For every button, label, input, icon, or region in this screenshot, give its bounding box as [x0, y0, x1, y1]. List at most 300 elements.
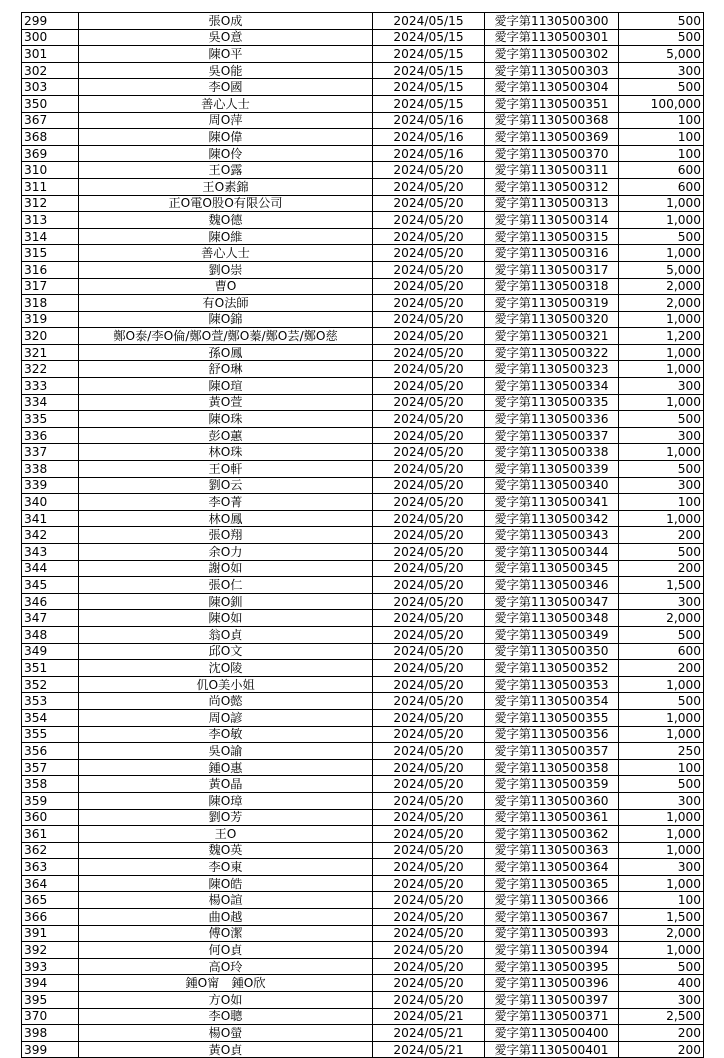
donation-amount-cell: 1,000	[619, 842, 704, 859]
entry-number-cell: 392	[22, 942, 79, 959]
donation-amount-cell: 500	[619, 228, 704, 245]
table-row	[22, 62, 704, 79]
table-row	[22, 13, 704, 30]
donor-name-cell: 尚O懿	[79, 693, 373, 710]
table-row	[22, 826, 704, 843]
donation-amount-cell: 500	[619, 693, 704, 710]
donor-name-cell: 魏O英	[79, 842, 373, 859]
entry-number-cell: 318	[22, 295, 79, 312]
donation-date-cell: 2024/05/20	[373, 626, 485, 643]
receipt-number-cell: 愛字第1130500401	[485, 1041, 619, 1058]
receipt-number-cell: 愛字第1130500369	[485, 129, 619, 146]
entry-number-cell: 341	[22, 510, 79, 527]
table-row	[22, 593, 704, 610]
donation-amount-cell: 300	[619, 378, 704, 395]
receipt-number-cell: 愛字第1130500320	[485, 311, 619, 328]
table-row	[22, 610, 704, 627]
donor-name-cell: 高O玲	[79, 958, 373, 975]
donation-date-cell: 2024/05/20	[373, 925, 485, 942]
table-row	[22, 925, 704, 942]
donation-date-cell: 2024/05/20	[373, 660, 485, 677]
donation-amount-cell: 1,000	[619, 212, 704, 229]
donor-name-cell: 李O東	[79, 859, 373, 876]
table-row	[22, 195, 704, 212]
table-row	[22, 693, 704, 710]
donor-name-cell: 翁O貞	[79, 626, 373, 643]
table-row	[22, 544, 704, 561]
donation-date-cell: 2024/05/20	[373, 560, 485, 577]
entry-number-cell: 348	[22, 626, 79, 643]
donor-name-cell: 仉O美小姐	[79, 676, 373, 693]
donation-date-cell: 2024/05/15	[373, 62, 485, 79]
donation-date-cell: 2024/05/20	[373, 162, 485, 179]
donation-amount-cell: 2,000	[619, 295, 704, 312]
donation-date-cell: 2024/05/20	[373, 527, 485, 544]
donation-amount-cell: 1,500	[619, 577, 704, 594]
donor-name-cell: 陳O偉	[79, 129, 373, 146]
entry-number-cell: 322	[22, 361, 79, 378]
entry-number-cell: 300	[22, 29, 79, 46]
entry-number-cell: 393	[22, 958, 79, 975]
donation-amount-cell: 100	[619, 759, 704, 776]
donation-amount-cell: 100,000	[619, 95, 704, 112]
receipt-number-cell: 愛字第1130500318	[485, 278, 619, 295]
donation-date-cell: 2024/05/20	[373, 228, 485, 245]
table-row	[22, 79, 704, 96]
donation-date-cell: 2024/05/20	[373, 792, 485, 809]
donation-amount-cell: 600	[619, 643, 704, 660]
entry-number-cell: 391	[22, 925, 79, 942]
donation-amount-cell: 100	[619, 112, 704, 129]
donation-amount-cell: 300	[619, 792, 704, 809]
donation-amount-cell: 400	[619, 975, 704, 992]
donation-date-cell: 2024/05/20	[373, 461, 485, 478]
donation-date-cell: 2024/05/20	[373, 743, 485, 760]
table-row	[22, 212, 704, 229]
table-row	[22, 46, 704, 63]
donation-amount-cell: 1,000	[619, 676, 704, 693]
donation-amount-cell: 100	[619, 494, 704, 511]
entry-number-cell: 345	[22, 577, 79, 594]
entry-number-cell: 319	[22, 311, 79, 328]
donation-amount-cell: 2,500	[619, 1008, 704, 1025]
donation-amount-cell: 300	[619, 62, 704, 79]
donation-date-cell: 2024/05/20	[373, 842, 485, 859]
receipt-number-cell: 愛字第1130500338	[485, 444, 619, 461]
donation-amount-cell: 2,000	[619, 278, 704, 295]
donor-name-cell: 陳O維	[79, 228, 373, 245]
entry-number-cell: 339	[22, 477, 79, 494]
donor-name-cell: 邱O文	[79, 643, 373, 660]
donation-date-cell: 2024/05/20	[373, 344, 485, 361]
donation-date-cell: 2024/05/16	[373, 129, 485, 146]
donor-name-cell: 劉O芳	[79, 809, 373, 826]
donor-name-cell: 陳O如	[79, 610, 373, 627]
entry-number-cell: 320	[22, 328, 79, 345]
table-row	[22, 510, 704, 527]
receipt-number-cell: 愛字第1130500337	[485, 427, 619, 444]
donation-amount-cell: 600	[619, 162, 704, 179]
donation-date-cell: 2024/05/20	[373, 809, 485, 826]
receipt-number-cell: 愛字第1130500339	[485, 461, 619, 478]
receipt-number-cell: 愛字第1130500352	[485, 660, 619, 677]
receipt-number-cell: 愛字第1130500334	[485, 378, 619, 395]
entry-number-cell: 368	[22, 129, 79, 146]
receipt-number-cell: 愛字第1130500344	[485, 544, 619, 561]
table-row	[22, 162, 704, 179]
entry-number-cell: 355	[22, 726, 79, 743]
entry-number-cell: 343	[22, 544, 79, 561]
donation-date-cell: 2024/05/20	[373, 361, 485, 378]
donation-amount-cell: 500	[619, 958, 704, 975]
donation-amount-cell: 500	[619, 411, 704, 428]
entry-number-cell: 364	[22, 875, 79, 892]
receipt-number-cell: 愛字第1130500342	[485, 510, 619, 527]
donor-name-cell: 傅O潔	[79, 925, 373, 942]
donor-name-cell: 張O成	[79, 13, 373, 30]
donation-date-cell: 2024/05/21	[373, 1025, 485, 1042]
receipt-number-cell: 愛字第1130500304	[485, 79, 619, 96]
donation-date-cell: 2024/05/20	[373, 494, 485, 511]
donor-name-cell: 謝O如	[79, 560, 373, 577]
donation-date-cell: 2024/05/20	[373, 427, 485, 444]
receipt-number-cell: 愛字第1130500316	[485, 245, 619, 262]
table-row	[22, 394, 704, 411]
receipt-number-cell: 愛字第1130500348	[485, 610, 619, 627]
entry-number-cell: 370	[22, 1008, 79, 1025]
receipt-number-cell: 愛字第1130500363	[485, 842, 619, 859]
donor-name-cell: 王O露	[79, 162, 373, 179]
donation-date-cell: 2024/05/15	[373, 79, 485, 96]
donation-date-cell: 2024/05/20	[373, 394, 485, 411]
donation-date-cell: 2024/05/20	[373, 942, 485, 959]
table-row	[22, 859, 704, 876]
donation-date-cell: 2024/05/15	[373, 95, 485, 112]
receipt-number-cell: 愛字第1130500336	[485, 411, 619, 428]
receipt-number-cell: 愛字第1130500343	[485, 527, 619, 544]
receipt-number-cell: 愛字第1130500370	[485, 145, 619, 162]
receipt-number-cell: 愛字第1130500359	[485, 776, 619, 793]
table-row	[22, 344, 704, 361]
table-row	[22, 626, 704, 643]
receipt-number-cell: 愛字第1130500368	[485, 112, 619, 129]
donation-amount-cell: 1,000	[619, 311, 704, 328]
table-row	[22, 875, 704, 892]
donation-amount-cell: 2,000	[619, 610, 704, 627]
entry-number-cell: 340	[22, 494, 79, 511]
receipt-number-cell: 愛字第1130500357	[485, 743, 619, 760]
donation-date-cell: 2024/05/15	[373, 29, 485, 46]
table-row	[22, 311, 704, 328]
donation-table	[21, 12, 704, 1058]
donation-date-cell: 2024/05/16	[373, 145, 485, 162]
entry-number-cell: 321	[22, 344, 79, 361]
table-row	[22, 1008, 704, 1025]
donation-date-cell: 2024/05/20	[373, 693, 485, 710]
entry-number-cell: 350	[22, 95, 79, 112]
table-row	[22, 643, 704, 660]
table-row	[22, 560, 704, 577]
donor-name-cell: 黃O貞	[79, 1041, 373, 1058]
entry-number-cell: 365	[22, 892, 79, 909]
receipt-number-cell: 愛字第1130500341	[485, 494, 619, 511]
table-row	[22, 842, 704, 859]
donor-name-cell: 黃O晶	[79, 776, 373, 793]
table-row	[22, 278, 704, 295]
entry-number-cell: 349	[22, 643, 79, 660]
donor-name-cell: 楊O諠	[79, 892, 373, 909]
donor-name-cell: 王O	[79, 826, 373, 843]
table-row	[22, 444, 704, 461]
donor-name-cell: 陳O釧	[79, 593, 373, 610]
table-row	[22, 112, 704, 129]
entry-number-cell: 333	[22, 378, 79, 395]
receipt-number-cell: 愛字第1130500362	[485, 826, 619, 843]
entry-number-cell: 311	[22, 178, 79, 195]
donor-name-cell: 楊O螢	[79, 1025, 373, 1042]
entry-number-cell: 301	[22, 46, 79, 63]
receipt-number-cell: 愛字第1130500353	[485, 676, 619, 693]
receipt-number-cell: 愛字第1130500321	[485, 328, 619, 345]
entry-number-cell: 313	[22, 212, 79, 229]
receipt-number-cell: 愛字第1130500345	[485, 560, 619, 577]
entry-number-cell: 353	[22, 693, 79, 710]
entry-number-cell: 369	[22, 145, 79, 162]
receipt-number-cell: 愛字第1130500351	[485, 95, 619, 112]
donor-name-cell: 余O力	[79, 544, 373, 561]
donation-date-cell: 2024/05/15	[373, 13, 485, 30]
donor-name-cell: 陳O皓	[79, 875, 373, 892]
donation-amount-cell: 1,000	[619, 394, 704, 411]
receipt-number-cell: 愛字第1130500347	[485, 593, 619, 610]
receipt-number-cell: 愛字第1130500302	[485, 46, 619, 63]
donation-amount-cell: 200	[619, 1025, 704, 1042]
donation-date-cell: 2024/05/20	[373, 992, 485, 1009]
donation-amount-cell: 600	[619, 178, 704, 195]
table-row	[22, 145, 704, 162]
donation-amount-cell: 200	[619, 1041, 704, 1058]
donation-date-cell: 2024/05/15	[373, 46, 485, 63]
table-row	[22, 95, 704, 112]
entry-number-cell: 337	[22, 444, 79, 461]
table-row	[22, 792, 704, 809]
donation-amount-cell: 1,500	[619, 909, 704, 926]
entry-number-cell: 359	[22, 792, 79, 809]
table-row	[22, 178, 704, 195]
donor-name-cell: 曹O	[79, 278, 373, 295]
table-row	[22, 660, 704, 677]
table-row	[22, 477, 704, 494]
donation-date-cell: 2024/05/20	[373, 444, 485, 461]
donor-name-cell: 吳O諭	[79, 743, 373, 760]
entry-number-cell: 310	[22, 162, 79, 179]
table-row	[22, 411, 704, 428]
receipt-number-cell: 愛字第1130500301	[485, 29, 619, 46]
receipt-number-cell: 愛字第1130500313	[485, 195, 619, 212]
donation-amount-cell: 1,000	[619, 875, 704, 892]
donor-name-cell: 舒O琳	[79, 361, 373, 378]
donation-date-cell: 2024/05/20	[373, 544, 485, 561]
receipt-number-cell: 愛字第1130500354	[485, 693, 619, 710]
donation-amount-cell: 1,000	[619, 726, 704, 743]
table-row	[22, 427, 704, 444]
donation-amount-cell: 250	[619, 743, 704, 760]
donation-amount-cell: 1,000	[619, 709, 704, 726]
donor-name-cell: 鍾O甯 鍾O欣	[79, 975, 373, 992]
donation-amount-cell: 1,000	[619, 361, 704, 378]
donation-date-cell: 2024/05/20	[373, 261, 485, 278]
receipt-number-cell: 愛字第1130500394	[485, 942, 619, 959]
donation-date-cell: 2024/05/20	[373, 859, 485, 876]
donation-date-cell: 2024/05/20	[373, 610, 485, 627]
donation-amount-cell: 500	[619, 544, 704, 561]
entry-number-cell: 335	[22, 411, 79, 428]
donation-date-cell: 2024/05/20	[373, 245, 485, 262]
donor-name-cell: 林O珠	[79, 444, 373, 461]
donor-name-cell: 陳O伶	[79, 145, 373, 162]
donation-date-cell: 2024/05/21	[373, 1008, 485, 1025]
receipt-number-cell: 愛字第1130500323	[485, 361, 619, 378]
donation-date-cell: 2024/05/20	[373, 510, 485, 527]
table-row	[22, 809, 704, 826]
donor-name-cell: 正O電O股O有限公司	[79, 195, 373, 212]
donation-amount-cell: 500	[619, 626, 704, 643]
donor-name-cell: 善心人士	[79, 95, 373, 112]
donation-amount-cell: 100	[619, 892, 704, 909]
entry-number-cell: 336	[22, 427, 79, 444]
donation-date-cell: 2024/05/20	[373, 909, 485, 926]
donation-amount-cell: 300	[619, 477, 704, 494]
donor-name-cell: 張O翔	[79, 527, 373, 544]
receipt-number-cell: 愛字第1130500397	[485, 992, 619, 1009]
donor-name-cell: 孫O鳳	[79, 344, 373, 361]
receipt-number-cell: 愛字第1130500346	[485, 577, 619, 594]
receipt-number-cell: 愛字第1130500358	[485, 759, 619, 776]
donation-amount-cell: 1,000	[619, 510, 704, 527]
table-row	[22, 228, 704, 245]
receipt-number-cell: 愛字第1130500317	[485, 261, 619, 278]
receipt-number-cell: 愛字第1130500361	[485, 809, 619, 826]
receipt-number-cell: 愛字第1130500340	[485, 477, 619, 494]
donor-name-cell: 王O軒	[79, 461, 373, 478]
entry-number-cell: 362	[22, 842, 79, 859]
donation-table-body	[22, 13, 704, 1058]
donor-name-cell: 周O萍	[79, 112, 373, 129]
donor-name-cell: 陳O錦	[79, 311, 373, 328]
donation-date-cell: 2024/05/20	[373, 328, 485, 345]
receipt-number-cell: 愛字第1130500311	[485, 162, 619, 179]
table-row	[22, 759, 704, 776]
table-row	[22, 942, 704, 959]
donor-name-cell: 有O法師	[79, 295, 373, 312]
receipt-number-cell: 愛字第1130500303	[485, 62, 619, 79]
donation-date-cell: 2024/05/20	[373, 311, 485, 328]
donation-amount-cell: 1,200	[619, 328, 704, 345]
table-row	[22, 295, 704, 312]
donation-amount-cell: 500	[619, 461, 704, 478]
receipt-number-cell: 愛字第1130500350	[485, 643, 619, 660]
entry-number-cell: 399	[22, 1041, 79, 1058]
donor-name-cell: 方O如	[79, 992, 373, 1009]
donation-date-cell: 2024/05/20	[373, 212, 485, 229]
donor-name-cell: 黃O萱	[79, 394, 373, 411]
donor-name-cell: 吳O意	[79, 29, 373, 46]
donation-amount-cell: 5,000	[619, 46, 704, 63]
donor-name-cell: 陳O瑄	[79, 378, 373, 395]
donation-date-cell: 2024/05/20	[373, 776, 485, 793]
donation-date-cell: 2024/05/20	[373, 676, 485, 693]
donation-amount-cell: 1,000	[619, 195, 704, 212]
receipt-number-cell: 愛字第1130500312	[485, 178, 619, 195]
donation-date-cell: 2024/05/20	[373, 709, 485, 726]
table-row	[22, 975, 704, 992]
entry-number-cell: 363	[22, 859, 79, 876]
donation-date-cell: 2024/05/20	[373, 178, 485, 195]
donation-amount-cell: 500	[619, 79, 704, 96]
donor-name-cell: 李O菁	[79, 494, 373, 511]
table-row	[22, 892, 704, 909]
table-row	[22, 461, 704, 478]
receipt-number-cell: 愛字第1130500319	[485, 295, 619, 312]
table-row	[22, 1025, 704, 1042]
donation-amount-cell: 300	[619, 859, 704, 876]
donor-name-cell: 李O敏	[79, 726, 373, 743]
donor-name-cell: 陳O珠	[79, 411, 373, 428]
entry-number-cell: 346	[22, 593, 79, 610]
donation-amount-cell: 1,000	[619, 444, 704, 461]
entry-number-cell: 354	[22, 709, 79, 726]
donation-amount-cell: 100	[619, 129, 704, 146]
donor-name-cell: 彭O蕙	[79, 427, 373, 444]
entry-number-cell: 360	[22, 809, 79, 826]
entry-number-cell: 338	[22, 461, 79, 478]
donation-amount-cell: 100	[619, 145, 704, 162]
entry-number-cell: 315	[22, 245, 79, 262]
donation-amount-cell: 300	[619, 593, 704, 610]
receipt-number-cell: 愛字第1130500366	[485, 892, 619, 909]
donation-amount-cell: 200	[619, 560, 704, 577]
table-row	[22, 743, 704, 760]
entry-number-cell: 361	[22, 826, 79, 843]
donation-date-cell: 2024/05/20	[373, 892, 485, 909]
table-row	[22, 129, 704, 146]
table-row	[22, 527, 704, 544]
receipt-number-cell: 愛字第1130500371	[485, 1008, 619, 1025]
table-row	[22, 909, 704, 926]
table-row	[22, 776, 704, 793]
entry-number-cell: 367	[22, 112, 79, 129]
entry-number-cell: 352	[22, 676, 79, 693]
donation-amount-cell: 5,000	[619, 261, 704, 278]
entry-number-cell: 312	[22, 195, 79, 212]
entry-number-cell: 394	[22, 975, 79, 992]
entry-number-cell: 303	[22, 79, 79, 96]
table-row	[22, 577, 704, 594]
receipt-number-cell: 愛字第1130500393	[485, 925, 619, 942]
donation-amount-cell: 1,000	[619, 245, 704, 262]
table-row	[22, 29, 704, 46]
receipt-number-cell: 愛字第1130500400	[485, 1025, 619, 1042]
table-row	[22, 1041, 704, 1058]
table-row	[22, 378, 704, 395]
donor-name-cell: 王O素錦	[79, 178, 373, 195]
table-row	[22, 261, 704, 278]
donation-amount-cell: 500	[619, 29, 704, 46]
donor-name-cell: 曲O越	[79, 909, 373, 926]
receipt-number-cell: 愛字第1130500314	[485, 212, 619, 229]
donor-name-cell: 魏O德	[79, 212, 373, 229]
donation-amount-cell: 1,000	[619, 344, 704, 361]
